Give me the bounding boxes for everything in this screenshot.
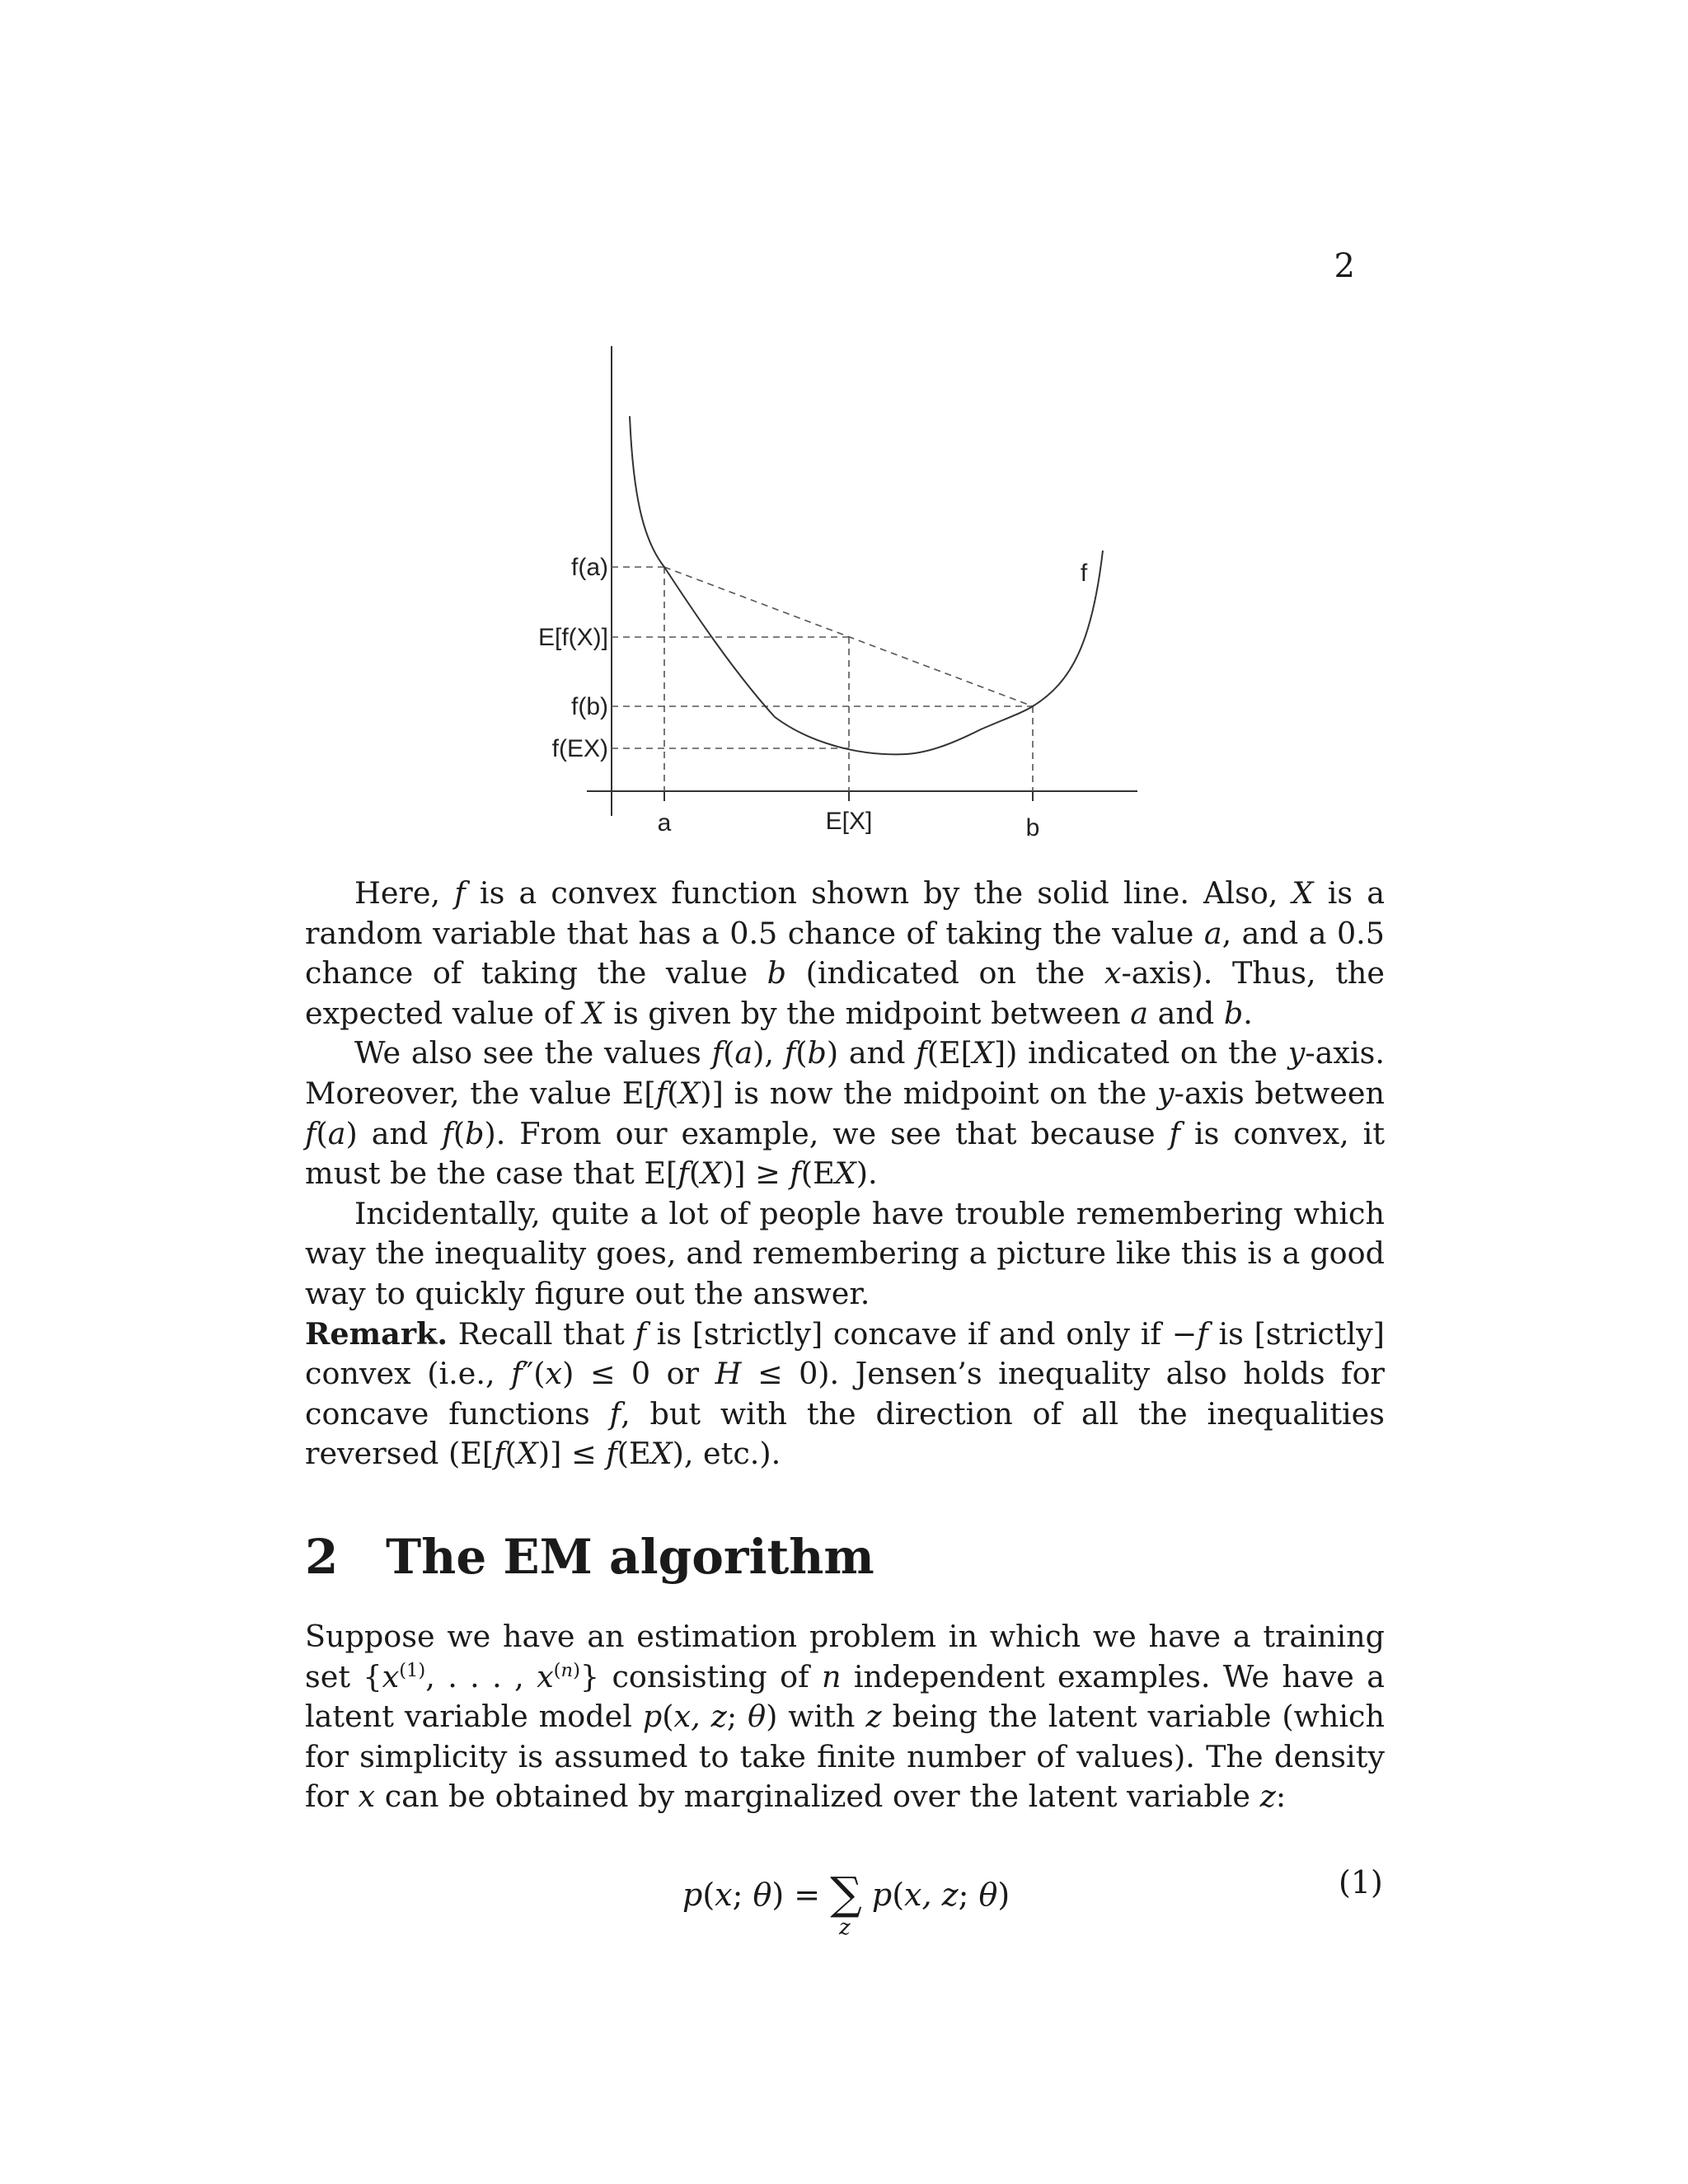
page-number: 2 [1334, 247, 1355, 285]
equation-body: p(x; θ) = ∑ p(x, z; θ) z [682, 1868, 1010, 1940]
guide-lines [612, 567, 1033, 791]
section-number: 2 [305, 1529, 339, 1585]
label-f-b: f(b) [571, 693, 608, 720]
jensen-inequality-figure [528, 338, 1154, 849]
explanation-text [305, 874, 1385, 1474]
section-title: The EM algorithm [386, 1529, 874, 1585]
section-heading [305, 1529, 874, 1585]
equation-1 [0, 1864, 1688, 1947]
label-e-f-x: E[f(X)] [537, 624, 608, 651]
label-f-a: f(a) [571, 554, 608, 581]
remark-paragraph: Remark. Recall that f is [strictly] concave if and only if −f is [strictly] convex (i.e., f″(x) ≤ 0 or H ≤ 0). Jensen’s inequality also holds for concave functions f, but with the direction of all the inequalities reversed (E[f(X)] ≤ f(EX), etc.). [305, 1315, 1385, 1472]
equation-number: (1) [1339, 1864, 1383, 1900]
paragraph-3: Incidentally, quite a lot of people have trouble remembering which way the inequality goes, and remembering a picture like this is a good way to quickly figure out the answer. [305, 1195, 1385, 1311]
x-ticks [664, 791, 1033, 801]
paragraph-2: We also see the values f(a), f(b) and f(E[X]) indicated on the y-axis. Moreover, the value E[f(X)] is now the midpoint on the y-axis between f(a) and f(b). From our example, we see that because f is convex, it must be the case that E[f(X)] ≥ f(EX). [305, 1035, 1386, 1192]
paragraph-1: Here, f is a convex function shown by the solid line. Also, X is a random variable that has a 0.5 chance of taking the value a, and a 0.5 chance of taking the value b (indicated on the x-axis). Thus, the expected value of X is given by the midpoint between a and b. [305, 875, 1385, 1031]
label-f-curve: f [1080, 560, 1088, 587]
label-b: b [1025, 814, 1040, 841]
label-a: a [657, 809, 672, 837]
convex-curve [630, 416, 1103, 754]
label-e-x: E[X] [825, 808, 873, 835]
em-intro-text [305, 1617, 1385, 1817]
paragraph-em-intro: Suppose we have an estimation problem in which we have a training set {$x^{(1)}$, . . . , $x^{(n)}$} consisting of n independent examples. We have a latent variable model p(x, z; θ) with z being the latent variable (which for simplicity is assumed to take finite number of values). The density for x can be obtained by marginalized over the latent variable z: [305, 1619, 1385, 1815]
label-f-ex: f(EX) [551, 735, 608, 762]
